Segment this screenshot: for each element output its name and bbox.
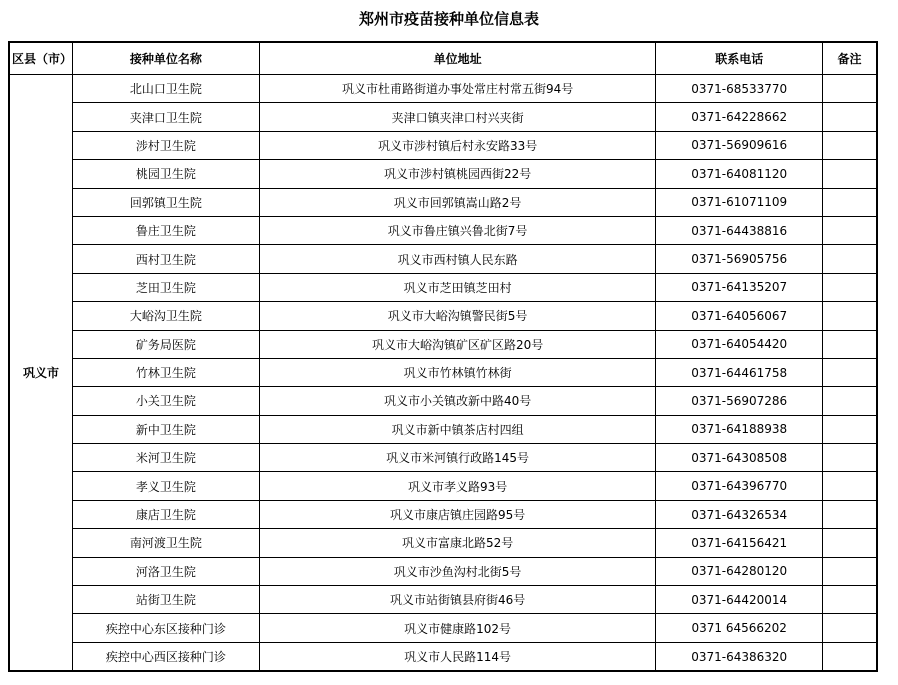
address-cell: 巩义市富康北路52号: [259, 529, 656, 557]
note-cell: [822, 500, 877, 528]
table-row: [9, 614, 877, 642]
table-row: [9, 245, 877, 273]
note-cell: [822, 387, 877, 415]
phone-cell: 0371-56907286: [656, 387, 823, 415]
unit-name-cell: 夹津口卫生院: [73, 103, 260, 131]
unit-name-cell: 孝义卫生院: [73, 472, 260, 500]
table-row: [9, 387, 877, 415]
phone-cell: 0371-64461758: [656, 358, 823, 386]
page-title: 郑州市疫苗接种单位信息表: [358, 10, 539, 28]
unit-name-cell: 矿务局医院: [73, 330, 260, 358]
table-row: [9, 500, 877, 528]
table-row: [9, 216, 877, 244]
address-cell: 巩义市涉村镇桃园西街22号: [259, 160, 656, 188]
unit-name-cell: 鲁庄卫生院: [73, 216, 260, 244]
table-row: [9, 444, 877, 472]
table-row: [9, 330, 877, 358]
unit-name-cell: 桃园卫生院: [73, 160, 260, 188]
table-row: [9, 131, 877, 159]
note-cell: [822, 160, 877, 188]
phone-cell: 0371-56909616: [656, 131, 823, 159]
header-note: 备注: [822, 42, 877, 75]
address-cell: 巩义市小关镇改新中路40号: [259, 387, 656, 415]
address-cell: 巩义市新中镇茶店村四组: [259, 415, 656, 443]
table-row: [9, 529, 877, 557]
address-cell: 巩义市人民路114号: [259, 642, 656, 671]
header-region: 区县（市）: [9, 42, 73, 75]
note-cell: [822, 586, 877, 614]
header-phone: 联系电话: [656, 42, 823, 75]
table-row: [9, 642, 877, 671]
address-cell: 巩义市杜甫路街道办事处常庄村常五街94号: [259, 75, 656, 103]
address-cell: 巩义市芝田镇芝田村: [259, 273, 656, 301]
unit-name-cell: 竹林卫生院: [73, 358, 260, 386]
unit-name-cell: 康店卫生院: [73, 500, 260, 528]
note-cell: [822, 216, 877, 244]
unit-name-cell: 站街卫生院: [73, 586, 260, 614]
table-row: [9, 273, 877, 301]
phone-cell: 0371-64188938: [656, 415, 823, 443]
table-row: [9, 586, 877, 614]
table-row: [9, 302, 877, 330]
table-row: [9, 75, 877, 103]
note-cell: [822, 245, 877, 273]
unit-name-cell: 新中卫生院: [73, 415, 260, 443]
note-cell: [822, 557, 877, 585]
table-row: [9, 415, 877, 443]
header-unit-name: 接种单位名称: [73, 42, 260, 75]
note-cell: [822, 472, 877, 500]
phone-cell: 0371-56905756: [656, 245, 823, 273]
address-cell: 巩义市孝义路93号: [259, 472, 656, 500]
table-body: [9, 75, 877, 672]
address-cell: 巩义市康店镇庄园路95号: [259, 500, 656, 528]
unit-name-cell: 西村卫生院: [73, 245, 260, 273]
phone-cell: 0371-64054420: [656, 330, 823, 358]
unit-name-cell: 涉村卫生院: [73, 131, 260, 159]
phone-cell: 0371-64386320: [656, 642, 823, 671]
unit-name-cell: 回郭镇卫生院: [73, 188, 260, 216]
unit-name-cell: 疾控中心西区接种门诊: [73, 642, 260, 671]
table-header: [9, 42, 877, 75]
phone-cell: 0371-64081120: [656, 160, 823, 188]
table-row: [9, 188, 877, 216]
phone-cell: 0371-64135207: [656, 273, 823, 301]
note-cell: [822, 273, 877, 301]
phone-cell: 0371-64228662: [656, 103, 823, 131]
unit-name-cell: 南河渡卫生院: [73, 529, 260, 557]
unit-name-cell: 米河卫生院: [73, 444, 260, 472]
note-cell: [822, 103, 877, 131]
phone-cell: 0371-64280120: [656, 557, 823, 585]
address-cell: 巩义市竹林镇竹林街: [259, 358, 656, 386]
address-cell: 巩义市健康路102号: [259, 614, 656, 642]
table-row: [9, 472, 877, 500]
unit-name-cell: 芝田卫生院: [73, 273, 260, 301]
note-cell: [822, 302, 877, 330]
note-cell: [822, 188, 877, 216]
note-cell: [822, 330, 877, 358]
phone-cell: 0371-64056067: [656, 302, 823, 330]
address-cell: 巩义市站街镇县府街46号: [259, 586, 656, 614]
phone-cell: 0371-64326534: [656, 500, 823, 528]
table-row: [9, 557, 877, 585]
note-cell: [822, 529, 877, 557]
vaccination-sites-table: [8, 41, 878, 672]
note-cell: [822, 75, 877, 103]
address-cell: 巩义市米河镇行政路145号: [259, 444, 656, 472]
address-cell: 巩义市沙鱼沟村北街5号: [259, 557, 656, 585]
note-cell: [822, 131, 877, 159]
phone-cell: 0371-64420014: [656, 586, 823, 614]
address-cell: 巩义市大峪沟镇警民街5号: [259, 302, 656, 330]
address-cell: 巩义市回郭镇嵩山路2号: [259, 188, 656, 216]
note-cell: [822, 444, 877, 472]
phone-cell: 0371-68533770: [656, 75, 823, 103]
unit-name-cell: 北山口卫生院: [73, 75, 260, 103]
address-cell: 巩义市涉村镇后村永安路33号: [259, 131, 656, 159]
unit-name-cell: 小关卫生院: [73, 387, 260, 415]
address-cell: 巩义市鲁庄镇兴鲁北街7号: [259, 216, 656, 244]
phone-cell: 0371-64156421: [656, 529, 823, 557]
note-cell: [822, 642, 877, 671]
phone-cell: 0371-64438816: [656, 216, 823, 244]
header-address: 单位地址: [259, 42, 656, 75]
table-row: [9, 160, 877, 188]
phone-cell: 0371-64308508: [656, 444, 823, 472]
unit-name-cell: 疾控中心东区接种门诊: [73, 614, 260, 642]
note-cell: [822, 358, 877, 386]
header-row: [9, 42, 877, 75]
phone-cell: 0371-64396770: [656, 472, 823, 500]
region-cell: 巩义市: [9, 75, 73, 672]
unit-name-cell: 大峪沟卫生院: [73, 302, 260, 330]
address-cell: 巩义市西村镇人民东路: [259, 245, 656, 273]
address-cell: 巩义市大峪沟镇矿区矿区路20号: [259, 330, 656, 358]
address-cell: 夹津口镇夹津口村兴夹街: [259, 103, 656, 131]
phone-cell: 0371 64566202: [656, 614, 823, 642]
phone-cell: 0371-61071109: [656, 188, 823, 216]
note-cell: [822, 614, 877, 642]
table-row: [9, 358, 877, 386]
unit-name-cell: 河洛卫生院: [73, 557, 260, 585]
table-row: [9, 103, 877, 131]
note-cell: [822, 415, 877, 443]
